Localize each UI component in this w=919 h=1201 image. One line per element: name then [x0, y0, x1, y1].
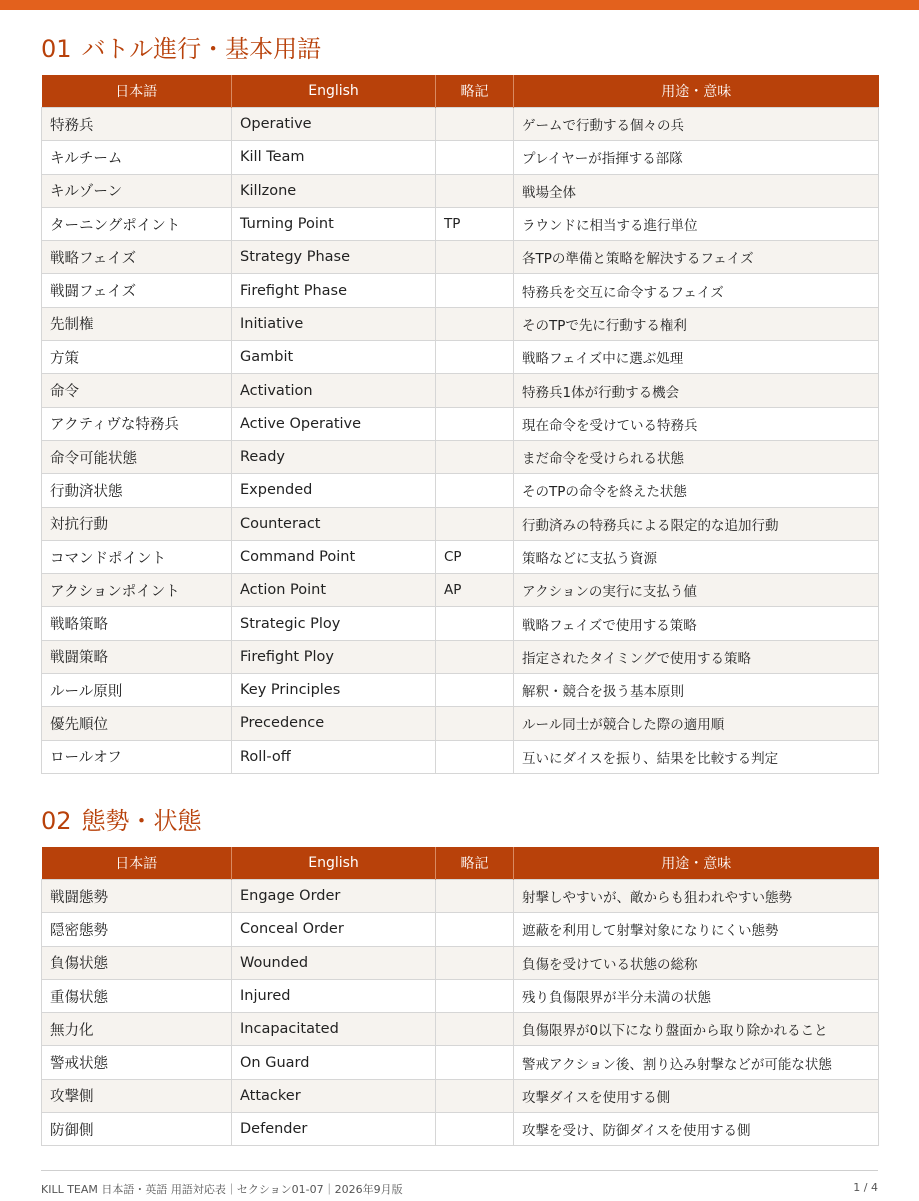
term-abbr	[436, 946, 514, 979]
term-abbr	[436, 341, 514, 374]
term-en: Action Point	[232, 574, 436, 607]
col-header-japanese: 日本語	[42, 75, 232, 108]
term-ja: 優先順位	[42, 707, 232, 740]
term-abbr	[436, 374, 514, 407]
table-row	[42, 913, 879, 946]
table-row	[42, 1013, 879, 1046]
term-ja: 隠密態勢	[42, 913, 232, 946]
col-header-japanese: 日本語	[42, 847, 232, 880]
term-ja: 命令	[42, 374, 232, 407]
term-en: Initiative	[232, 307, 436, 340]
term-abbr	[436, 440, 514, 473]
term-en: Expended	[232, 474, 436, 507]
term-abbr	[436, 108, 514, 141]
term-en: Counteract	[232, 507, 436, 540]
term-abbr	[436, 141, 514, 174]
term-abbr	[436, 274, 514, 307]
term-ja: 対抗行動	[42, 507, 232, 540]
term-en: Operative	[232, 108, 436, 141]
term-ja: 戦略フェイズ	[42, 241, 232, 274]
term-abbr: CP	[436, 540, 514, 573]
top-accent-bar	[0, 0, 919, 10]
term-ja: 戦闘策略	[42, 640, 232, 673]
term-ja: 方策	[42, 341, 232, 374]
term-usage: 攻撃を受け、防御ダイスを使用する側	[514, 1113, 879, 1146]
term-ja: 行動済状態	[42, 474, 232, 507]
term-ja: キルチーム	[42, 141, 232, 174]
table-body	[42, 880, 879, 1146]
table-row	[42, 946, 879, 979]
term-en: Active Operative	[232, 407, 436, 440]
term-en: Gambit	[232, 341, 436, 374]
term-en: Injured	[232, 979, 436, 1012]
term-usage: アクションの実行に支払う値	[514, 574, 879, 607]
term-ja: 負傷状態	[42, 946, 232, 979]
term-abbr	[436, 241, 514, 274]
term-usage: プレイヤーが指揮する部隊	[514, 141, 879, 174]
term-abbr	[436, 174, 514, 207]
term-en: Command Point	[232, 540, 436, 573]
col-header-abbreviation: 略記	[436, 847, 514, 880]
term-abbr	[436, 407, 514, 440]
term-abbr	[436, 307, 514, 340]
term-abbr: TP	[436, 207, 514, 240]
table-row	[42, 174, 879, 207]
term-usage: 策略などに支払う資源	[514, 540, 879, 573]
table-row	[42, 341, 879, 374]
term-abbr	[436, 740, 514, 773]
term-en: Engage Order	[232, 880, 436, 913]
term-en: Firefight Ploy	[232, 640, 436, 673]
table-row	[42, 1113, 879, 1146]
term-en: Precedence	[232, 707, 436, 740]
term-en: Activation	[232, 374, 436, 407]
term-ja: アクティヴな特務兵	[42, 407, 232, 440]
term-en: Conceal Order	[232, 913, 436, 946]
table-row	[42, 141, 879, 174]
term-usage: そのTPで先に行動する権利	[514, 307, 879, 340]
term-en: Strategy Phase	[232, 241, 436, 274]
term-abbr	[436, 1013, 514, 1046]
term-abbr	[436, 507, 514, 540]
table-body	[42, 108, 879, 774]
page-footer	[41, 1170, 878, 1201]
glossary-table-02	[41, 847, 879, 1146]
term-abbr	[436, 880, 514, 913]
section-heading: バトル進行・基本用語	[81, 35, 322, 63]
table-row	[42, 507, 879, 540]
term-abbr	[436, 640, 514, 673]
term-ja: ロールオフ	[42, 740, 232, 773]
glossary-table-01	[41, 75, 879, 774]
table-row	[42, 207, 879, 240]
table-row	[42, 407, 879, 440]
term-abbr	[436, 979, 514, 1012]
table-row	[42, 108, 879, 141]
term-ja: アクションポイント	[42, 574, 232, 607]
footer-document-info: KILL TEAM 日本語・英語 用語対応表｜セクション01-07｜2026年9月版	[41, 1183, 403, 1196]
term-abbr	[436, 474, 514, 507]
term-usage: そのTPの命令を終えた状態	[514, 474, 879, 507]
table-row	[42, 707, 879, 740]
term-usage: 指定されたタイミングで使用する策略	[514, 640, 879, 673]
term-ja: 戦略策略	[42, 607, 232, 640]
term-en: On Guard	[232, 1046, 436, 1079]
col-header-english: English	[232, 75, 436, 108]
term-abbr	[436, 1113, 514, 1146]
table-row	[42, 274, 879, 307]
col-header-usage: 用途・意味	[514, 75, 879, 108]
term-usage: 行動済みの特務兵による限定的な追加行動	[514, 507, 879, 540]
term-ja: 攻撃側	[42, 1079, 232, 1112]
table-row	[42, 307, 879, 340]
term-usage: 警戒アクション後、割り込み射撃などが可能な状態	[514, 1046, 879, 1079]
term-abbr: AP	[436, 574, 514, 607]
term-ja: 戦闘態勢	[42, 880, 232, 913]
table-header-row	[42, 847, 879, 880]
term-usage: ラウンドに相当する進行単位	[514, 207, 879, 240]
term-usage: まだ命令を受けられる状態	[514, 440, 879, 473]
section-title-02	[41, 806, 202, 836]
term-usage: 現在命令を受けている特務兵	[514, 407, 879, 440]
col-header-abbreviation: 略記	[436, 75, 514, 108]
term-usage: 射撃しやすいが、敵からも狙われやすい態勢	[514, 880, 879, 913]
term-abbr	[436, 674, 514, 707]
term-ja: 特務兵	[42, 108, 232, 141]
term-usage: ゲームで行動する個々の兵	[514, 108, 879, 141]
term-usage: ルール同士が競合した際の適用順	[514, 707, 879, 740]
table-row	[42, 880, 879, 913]
term-en: Ready	[232, 440, 436, 473]
table-row	[42, 374, 879, 407]
table-row	[42, 540, 879, 573]
term-abbr	[436, 707, 514, 740]
term-usage: 各TPの準備と策略を解決するフェイズ	[514, 241, 879, 274]
term-usage: 遮蔽を利用して射撃対象になりにくい態勢	[514, 913, 879, 946]
term-abbr	[436, 607, 514, 640]
term-en: Firefight Phase	[232, 274, 436, 307]
term-ja: 重傷状態	[42, 979, 232, 1012]
table-row	[42, 979, 879, 1012]
term-ja: 無力化	[42, 1013, 232, 1046]
table-row	[42, 241, 879, 274]
term-usage: 特務兵を交互に命令するフェイズ	[514, 274, 879, 307]
term-ja: 防御側	[42, 1113, 232, 1146]
section-heading: 態勢・状態	[81, 807, 202, 835]
term-abbr	[436, 1079, 514, 1112]
term-ja: コマンドポイント	[42, 540, 232, 573]
term-en: Kill Team	[232, 141, 436, 174]
term-usage: 負傷限界が0以下になり盤面から取り除かれること	[514, 1013, 879, 1046]
term-usage: 戦略フェイズで使用する策略	[514, 607, 879, 640]
table-row	[42, 740, 879, 773]
term-ja: 警戒状態	[42, 1046, 232, 1079]
table-row	[42, 607, 879, 640]
term-en: Roll-off	[232, 740, 436, 773]
table-row	[42, 640, 879, 673]
table-row	[42, 474, 879, 507]
table-row	[42, 440, 879, 473]
table-row	[42, 1079, 879, 1112]
term-en: Wounded	[232, 946, 436, 979]
term-usage: 互いにダイスを振り、結果を比較する判定	[514, 740, 879, 773]
term-abbr	[436, 913, 514, 946]
term-en: Strategic Ploy	[232, 607, 436, 640]
section-number: 01	[41, 35, 72, 63]
term-ja: 先制権	[42, 307, 232, 340]
term-usage: 特務兵1体が行動する機会	[514, 374, 879, 407]
term-en: Incapacitated	[232, 1013, 436, 1046]
term-ja: 命令可能状態	[42, 440, 232, 473]
section-number: 02	[41, 807, 72, 835]
term-usage: 負傷を受けている状態の総称	[514, 946, 879, 979]
term-en: Attacker	[232, 1079, 436, 1112]
col-header-english: English	[232, 847, 436, 880]
table-row	[42, 574, 879, 607]
term-usage: 残り負傷限界が半分未満の状態	[514, 979, 879, 1012]
section-title-01	[41, 34, 321, 64]
term-abbr	[436, 1046, 514, 1079]
term-en: Turning Point	[232, 207, 436, 240]
col-header-usage: 用途・意味	[514, 847, 879, 880]
term-usage: 戦場全体	[514, 174, 879, 207]
term-ja: 戦闘フェイズ	[42, 274, 232, 307]
term-usage: 解釈・競合を扱う基本原則	[514, 674, 879, 707]
term-ja: キルゾーン	[42, 174, 232, 207]
term-en: Key Principles	[232, 674, 436, 707]
term-usage: 攻撃ダイスを使用する側	[514, 1079, 879, 1112]
term-en: Killzone	[232, 174, 436, 207]
table-row	[42, 1046, 879, 1079]
table-header-row	[42, 75, 879, 108]
term-ja: ターニングポイント	[42, 207, 232, 240]
footer-page-number: 1 / 4	[853, 1181, 878, 1194]
table-row	[42, 674, 879, 707]
term-en: Defender	[232, 1113, 436, 1146]
term-usage: 戦略フェイズ中に選ぶ処理	[514, 341, 879, 374]
term-ja: ルール原則	[42, 674, 232, 707]
